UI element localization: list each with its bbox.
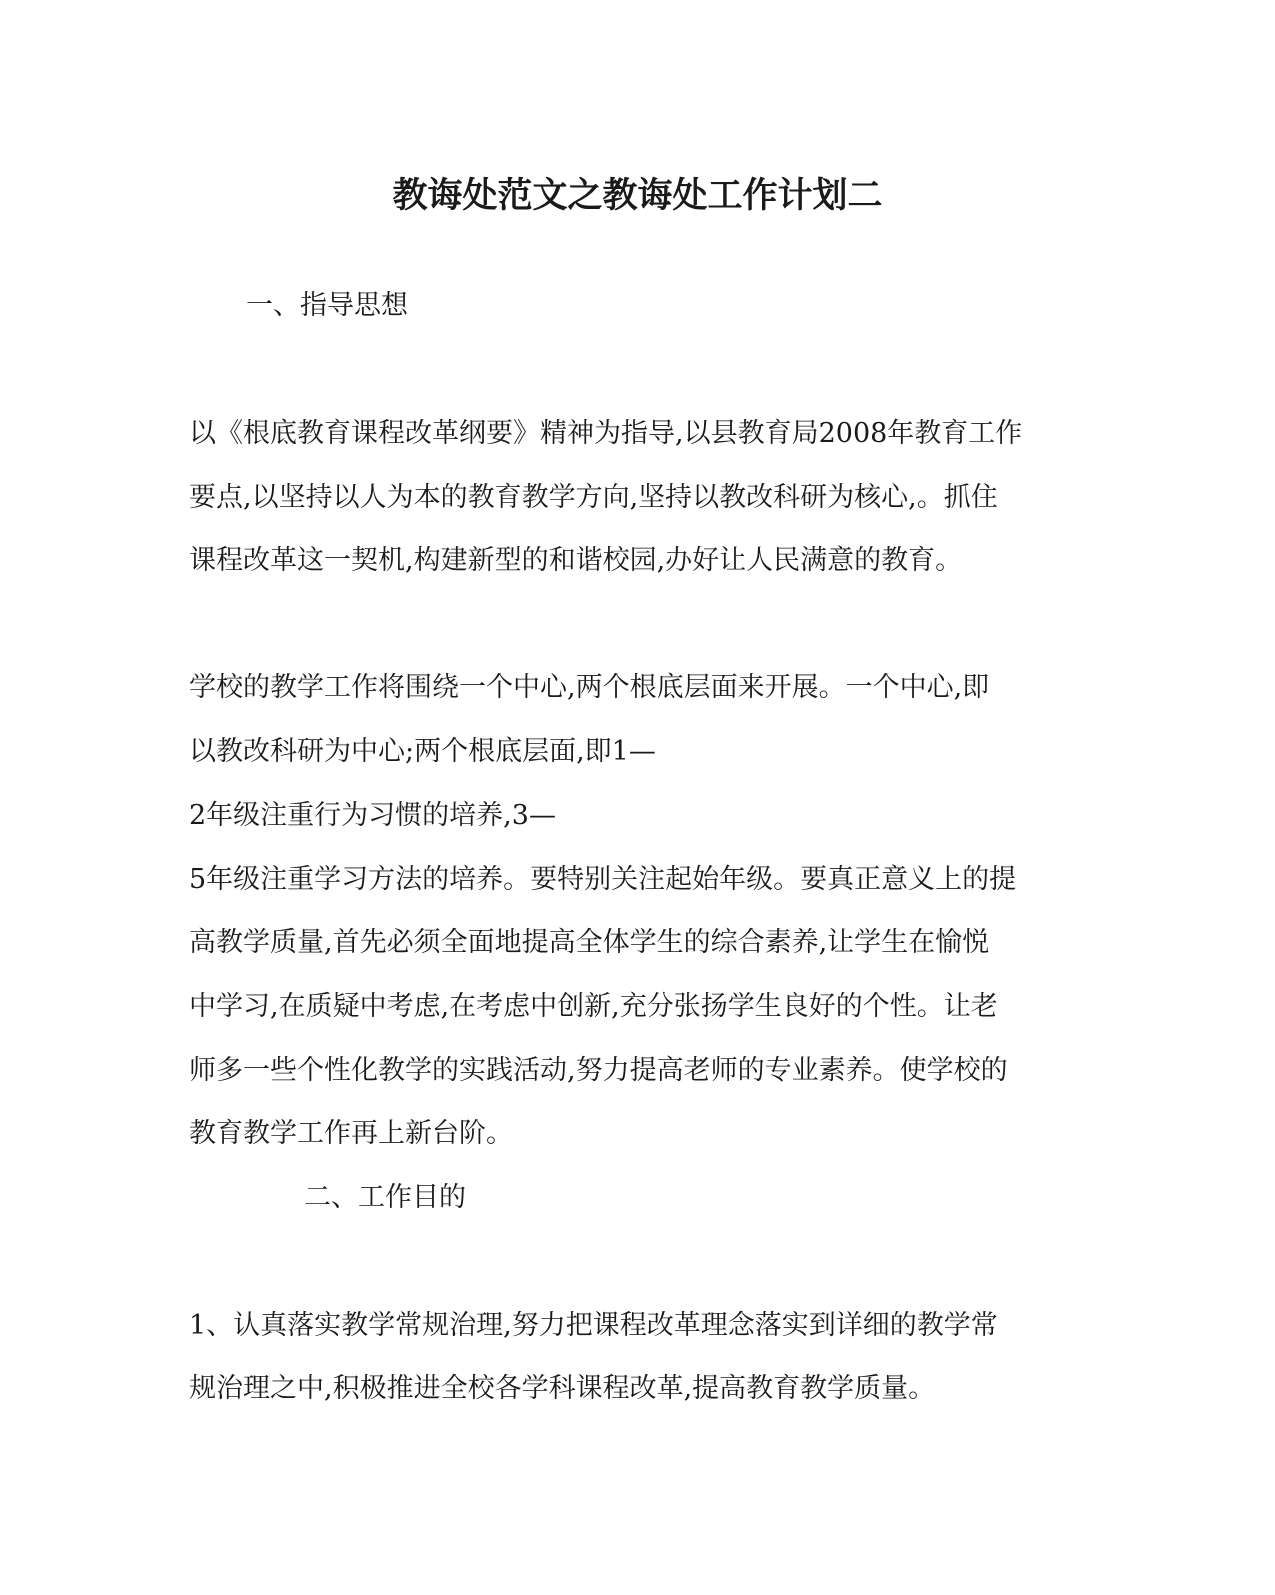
paragraph-line: 2年级注重行为习惯的培养,3— [189, 800, 556, 831]
paragraph-line: 以教改科研为中心;两个根底层面,即1— [189, 736, 656, 767]
document-title: 教诲处范文之教诲处工作计划二 [392, 175, 883, 216]
paragraph-line: 教育教学工作再上新台阶。 [189, 1118, 513, 1149]
paragraph-line: 学校的教学工作将围绕一个中心,两个根底层面来开展。一个中心,即 [189, 672, 990, 703]
paragraph-line: 课程改革这一契机,构建新型的和谐校园,办好让人民满意的教育。 [189, 545, 963, 576]
paragraph-line: 高教学质量,首先必须全面地提高全体学生的综合素养,让学生在愉悦 [189, 927, 990, 958]
paragraph-line: 1、认真落实教学常规治理,努力把课程改革理念落实到详细的教学常 [189, 1310, 998, 1341]
paragraph-line: 规治理之中,积极推进全校各学科课程改革,提高教育教学质量。 [189, 1373, 936, 1404]
paragraph-line: 5年级注重学习方法的培养。要特别关注起始年级。要真正意义上的提 [189, 864, 1017, 895]
paragraph-line: 要点,以坚持以人为本的教育教学方向,坚持以教改科研为核心,。抓住 [189, 482, 998, 513]
paragraph-line: 以《根底教育课程改革纲要》精神为指导,以县教育局2008年教育工作 [189, 418, 1023, 449]
paragraph-line: 中学习,在质疑中考虑,在考虑中创新,充分张扬学生良好的个性。让老 [189, 991, 998, 1022]
section-heading-guiding-thought: 一、指导思想 [246, 290, 408, 321]
section-heading-work-goals: 二、工作目的 [304, 1182, 466, 1213]
paragraph-line: 师多一些个性化教学的实践活动,努力提高老师的专业素养。使学校的 [189, 1055, 1008, 1086]
